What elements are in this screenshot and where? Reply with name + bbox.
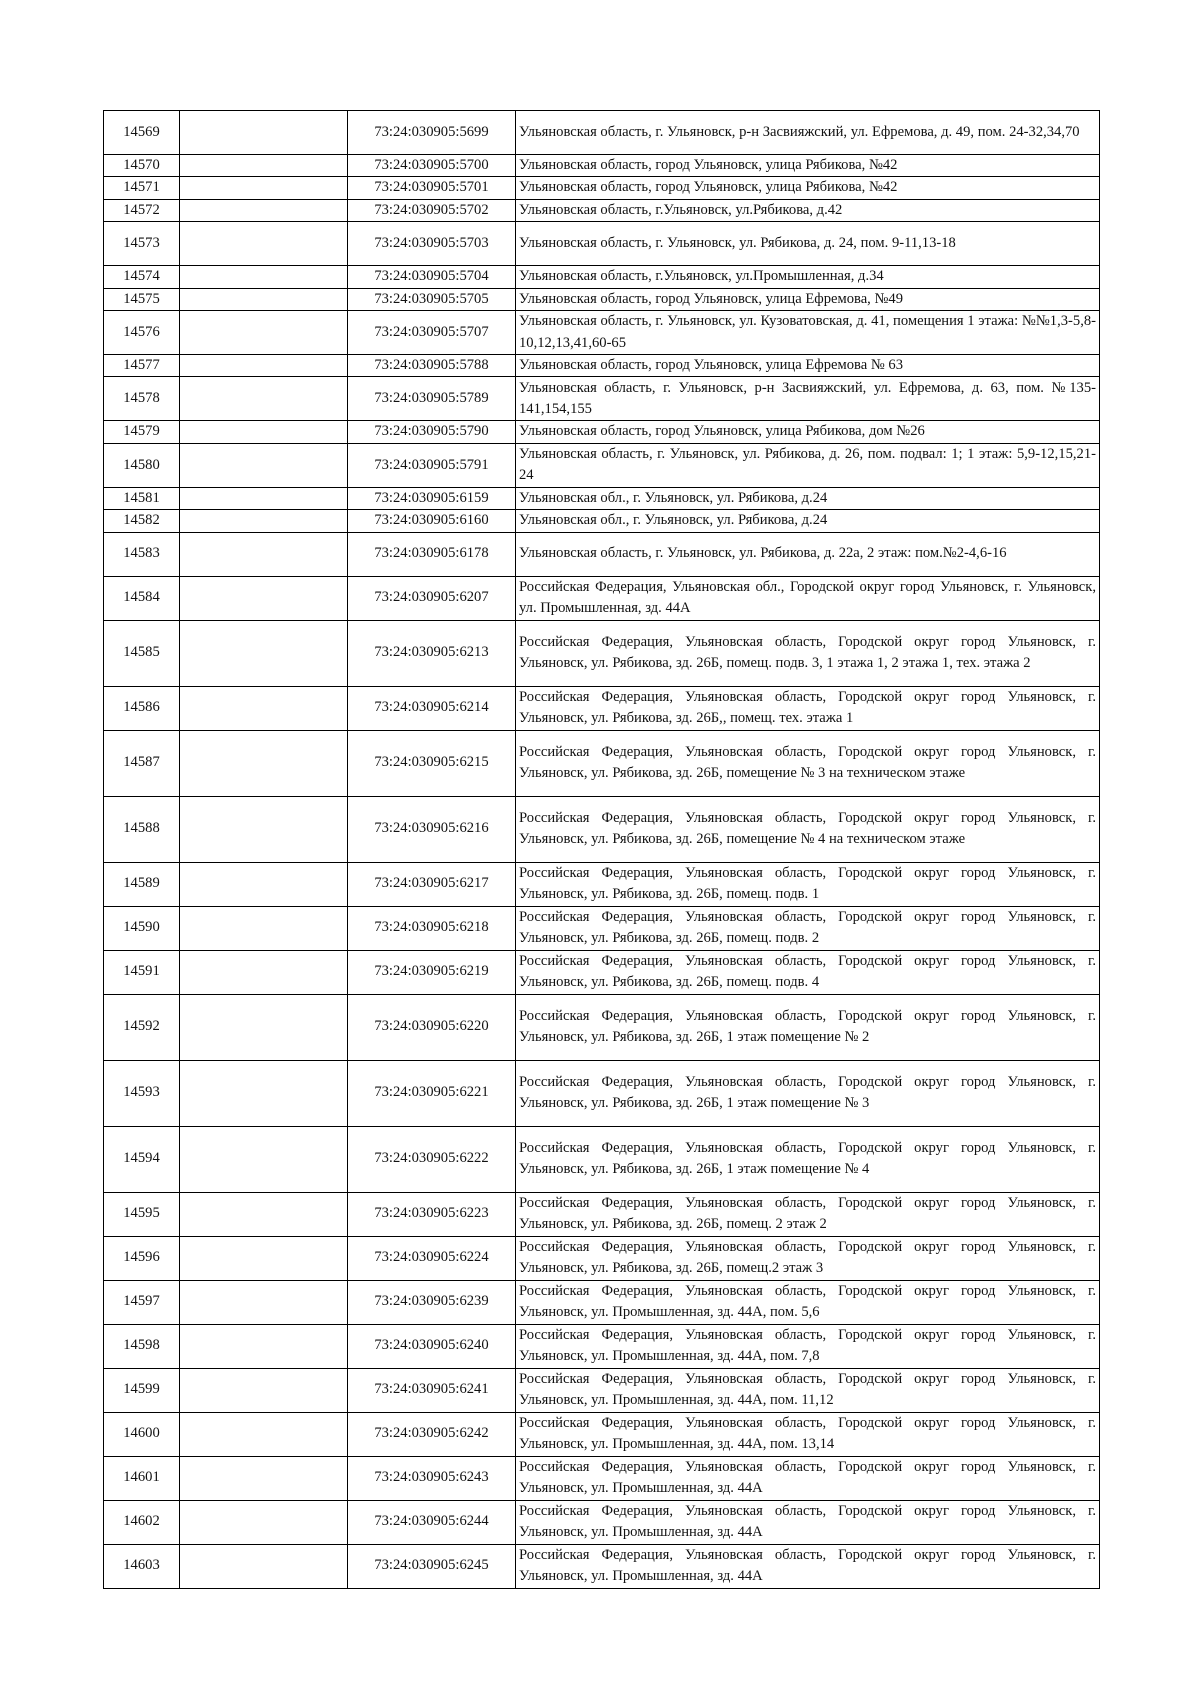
table-row [104, 1456, 1100, 1500]
cadastral-number-cell: 73:24:030905:5699 [348, 111, 516, 155]
record-number-cell: 14583 [104, 532, 180, 576]
address-cell: Российская Федерация, Ульяновская область, Городской округ город Ульяновск, г. Ульяновск, ул. Рябикова, зд. 26Б, помещение № 3 на техническом этаже [516, 730, 1100, 796]
record-number-cell: 14589 [104, 862, 180, 906]
owner-cell [180, 443, 348, 487]
table-row [104, 950, 1100, 994]
cadastral-number-cell: 73:24:030905:5707 [348, 311, 516, 355]
cadastral-number-cell: 73:24:030905:6244 [348, 1500, 516, 1544]
address-cell: Российская Федерация, Ульяновская область, Городской округ город Ульяновск, г. Ульяновск, ул. Рябикова, зд. 26Б, помещ. 2 этаж 2 [516, 1192, 1100, 1236]
owner-cell [180, 1060, 348, 1126]
address-cell: Российская Федерация, Ульяновская область, Городской округ город Ульяновск, г. Ульяновск, ул. Промышленная, зд. 44А, пом. 13,14 [516, 1412, 1100, 1456]
cadastral-number-cell: 73:24:030905:5789 [348, 377, 516, 421]
cadastral-number-cell: 73:24:030905:6224 [348, 1236, 516, 1280]
owner-cell [180, 730, 348, 796]
record-number-cell: 14597 [104, 1280, 180, 1324]
table-row [104, 311, 1100, 355]
cadastral-number-cell: 73:24:030905:5790 [348, 421, 516, 443]
address-cell: Ульяновская область, город Ульяновск, улица Ефремова, №49 [516, 288, 1100, 310]
cadastral-number-cell: 73:24:030905:6207 [348, 576, 516, 620]
owner-cell [180, 1324, 348, 1368]
owner-cell [180, 288, 348, 310]
record-number-cell: 14598 [104, 1324, 180, 1368]
record-number-cell: 14588 [104, 796, 180, 862]
owner-cell [180, 1236, 348, 1280]
record-number-cell: 14585 [104, 620, 180, 686]
cadastral-number-cell: 73:24:030905:5704 [348, 266, 516, 288]
table-row [104, 862, 1100, 906]
record-number-cell: 14569 [104, 111, 180, 155]
table-row [104, 532, 1100, 576]
table-row [104, 1060, 1100, 1126]
table-row [104, 796, 1100, 862]
owner-cell [180, 862, 348, 906]
owner-cell [180, 311, 348, 355]
record-number-cell: 14572 [104, 199, 180, 221]
cadastral-number-cell: 73:24:030905:6218 [348, 906, 516, 950]
address-cell: Ульяновская область, г. Ульяновск, ул. Рябикова, д. 24, пом. 9-11,13-18 [516, 222, 1100, 266]
table-row [104, 443, 1100, 487]
table-row [104, 994, 1100, 1060]
record-number-cell: 14574 [104, 266, 180, 288]
address-cell: Российская Федерация, Ульяновская область, Городской округ город Ульяновск, г. Ульяновск, ул. Промышленная, зд. 44А, пом. 11,12 [516, 1368, 1100, 1412]
address-cell: Российская Федерация, Ульяновская область, Городской округ город Ульяновск, г. Ульяновск, ул. Промышленная, зд. 44А, пом. 5,6 [516, 1280, 1100, 1324]
record-number-cell: 14586 [104, 686, 180, 730]
table-row [104, 1544, 1100, 1588]
address-cell: Российская Федерация, Ульяновская область, Городской округ город Ульяновск, г. Ульяновск, ул. Рябикова, зд. 26Б, 1 этаж помещение № 4 [516, 1126, 1100, 1192]
table-row [104, 266, 1100, 288]
table-row [104, 730, 1100, 796]
owner-cell [180, 532, 348, 576]
table-row [104, 1236, 1100, 1280]
cadastral-number-cell: 73:24:030905:6221 [348, 1060, 516, 1126]
cadastral-number-cell: 73:24:030905:6213 [348, 620, 516, 686]
address-cell: Российская Федерация, Ульяновская область, Городской округ город Ульяновск, г. Ульяновск, ул. Рябикова, зд. 26Б, помещ. подв. 2 [516, 906, 1100, 950]
record-number-cell: 14578 [104, 377, 180, 421]
address-cell: Российская Федерация, Ульяновская область, Городской округ город Ульяновск, г. Ульяновск, ул. Рябикова, зд. 26Б, помещ.2 этаж 3 [516, 1236, 1100, 1280]
address-cell: Ульяновская область, город Ульяновск, улица Рябикова, №42 [516, 155, 1100, 177]
table-row [104, 487, 1100, 509]
address-cell: Российская Федерация, Ульяновская обл., Городской округ город Ульяновск, г. Ульяновск, ул. Промышленная, зд. 44А [516, 576, 1100, 620]
record-number-cell: 14595 [104, 1192, 180, 1236]
address-cell: Ульяновская область, город Ульяновск, улица Ефремова № 63 [516, 355, 1100, 377]
record-number-cell: 14577 [104, 355, 180, 377]
address-cell: Ульяновская область, г.Ульяновск, ул.Промышленная, д.34 [516, 266, 1100, 288]
owner-cell [180, 1368, 348, 1412]
owner-cell [180, 1280, 348, 1324]
owner-cell [180, 155, 348, 177]
record-number-cell: 14591 [104, 950, 180, 994]
cadastral-number-cell: 73:24:030905:6160 [348, 510, 516, 532]
table-row [104, 222, 1100, 266]
table-row [104, 1280, 1100, 1324]
address-cell: Российская Федерация, Ульяновская область, Городской округ город Ульяновск, г. Ульяновск, ул. Рябикова, зд. 26Б, помещ. подв. 3, 1 этажа 1, 2 этажа 1, тех. этажа 2 [516, 620, 1100, 686]
cadastral-number-cell: 73:24:030905:6239 [348, 1280, 516, 1324]
cadastral-number-cell: 73:24:030905:5791 [348, 443, 516, 487]
address-cell: Ульяновская область, г. Ульяновск, р-н Засвияжский, ул. Ефремова, д. 63, пом. №135-141,154,155 [516, 377, 1100, 421]
address-cell: Российская Федерация, Ульяновская область, Городской округ город Ульяновск, г. Ульяновск, ул. Промышленная, зд. 44А [516, 1544, 1100, 1588]
register-table-body [104, 111, 1100, 1589]
record-number-cell: 14571 [104, 177, 180, 199]
cadastral-number-cell: 73:24:030905:5702 [348, 199, 516, 221]
address-cell: Ульяновская область, г. Ульяновск, р-н Засвияжский, ул. Ефремова, д. 49, пом. 24-32,34,70 [516, 111, 1100, 155]
address-cell: Российская Федерация, Ульяновская область, Городской округ город Ульяновск, г. Ульяновск, ул. Рябикова, зд. 26Б, помещ. подв. 1 [516, 862, 1100, 906]
owner-cell [180, 906, 348, 950]
table-row [104, 1192, 1100, 1236]
record-number-cell: 14599 [104, 1368, 180, 1412]
table-row [104, 1500, 1100, 1544]
owner-cell [180, 177, 348, 199]
record-number-cell: 14584 [104, 576, 180, 620]
owner-cell [180, 796, 348, 862]
cadastral-number-cell: 73:24:030905:6245 [348, 1544, 516, 1588]
property-register-table [103, 110, 1100, 1589]
record-number-cell: 14587 [104, 730, 180, 796]
owner-cell [180, 1500, 348, 1544]
table-row [104, 199, 1100, 221]
cadastral-number-cell: 73:24:030905:6241 [348, 1368, 516, 1412]
record-number-cell: 14576 [104, 311, 180, 355]
owner-cell [180, 994, 348, 1060]
table-row [104, 686, 1100, 730]
table-row [104, 576, 1100, 620]
record-number-cell: 14579 [104, 421, 180, 443]
record-number-cell: 14581 [104, 487, 180, 509]
owner-cell [180, 576, 348, 620]
table-row [104, 288, 1100, 310]
address-cell: Ульяновская область, г. Ульяновск, ул. Рябикова, д. 22а, 2 этаж: пом.№2-4,6-16 [516, 532, 1100, 576]
owner-cell [180, 1412, 348, 1456]
address-cell: Российская Федерация, Ульяновская область, Городской округ город Ульяновск, г. Ульяновск, ул. Рябикова, зд. 26Б, помещение № 4 на техническом этаже [516, 796, 1100, 862]
address-cell: Ульяновская обл., г. Ульяновск, ул. Рябикова, д.24 [516, 510, 1100, 532]
address-cell: Российская Федерация, Ульяновская область, Городской округ город Ульяновск, г. Ульяновск, ул. Промышленная, зд. 44А, пом. 7,8 [516, 1324, 1100, 1368]
cadastral-number-cell: 73:24:030905:6219 [348, 950, 516, 994]
table-row [104, 510, 1100, 532]
cadastral-number-cell: 73:24:030905:5700 [348, 155, 516, 177]
owner-cell [180, 421, 348, 443]
cadastral-number-cell: 73:24:030905:6223 [348, 1192, 516, 1236]
address-cell: Российская Федерация, Ульяновская область, Городской округ город Ульяновск, г. Ульяновск, ул. Рябикова, зд. 26Б, помещ. подв. 4 [516, 950, 1100, 994]
cadastral-number-cell: 73:24:030905:6243 [348, 1456, 516, 1500]
table-row [104, 1412, 1100, 1456]
record-number-cell: 14601 [104, 1456, 180, 1500]
address-cell: Российская Федерация, Ульяновская область, Городской округ город Ульяновск, г. Ульяновск, ул. Промышленная, зд. 44А [516, 1500, 1100, 1544]
owner-cell [180, 377, 348, 421]
address-cell: Российская Федерация, Ульяновская область, Городской округ город Ульяновск, г. Ульяновск, ул. Рябикова, зд. 26Б,, помещ. тех. этажа 1 [516, 686, 1100, 730]
owner-cell [180, 1126, 348, 1192]
owner-cell [180, 1192, 348, 1236]
owner-cell [180, 355, 348, 377]
owner-cell [180, 950, 348, 994]
address-cell: Ульяновская обл., г. Ульяновск, ул. Рябикова, д.24 [516, 487, 1100, 509]
address-cell: Ульяновская область, г. Ульяновск, ул. Рябикова, д. 26, пом. подвал: 1; 1 этаж: 5,9-12,15,21-24 [516, 443, 1100, 487]
table-row [104, 1126, 1100, 1192]
record-number-cell: 14600 [104, 1412, 180, 1456]
owner-cell [180, 487, 348, 509]
table-row [104, 377, 1100, 421]
cadastral-number-cell: 73:24:030905:6242 [348, 1412, 516, 1456]
record-number-cell: 14580 [104, 443, 180, 487]
record-number-cell: 14575 [104, 288, 180, 310]
cadastral-number-cell: 73:24:030905:6178 [348, 532, 516, 576]
address-cell: Ульяновская область, город Ульяновск, улица Рябикова, №42 [516, 177, 1100, 199]
record-number-cell: 14573 [104, 222, 180, 266]
table-row [104, 111, 1100, 155]
record-number-cell: 14603 [104, 1544, 180, 1588]
cadastral-number-cell: 73:24:030905:5701 [348, 177, 516, 199]
cadastral-number-cell: 73:24:030905:6216 [348, 796, 516, 862]
record-number-cell: 14590 [104, 906, 180, 950]
record-number-cell: 14582 [104, 510, 180, 532]
cadastral-number-cell: 73:24:030905:6214 [348, 686, 516, 730]
record-number-cell: 14594 [104, 1126, 180, 1192]
address-cell: Российская Федерация, Ульяновская область, Городской округ город Ульяновск, г. Ульяновск, ул. Рябикова, зд. 26Б, 1 этаж помещение № 3 [516, 1060, 1100, 1126]
table-row [104, 620, 1100, 686]
address-cell: Ульяновская область, город Ульяновск, улица Рябикова, дом №26 [516, 421, 1100, 443]
cadastral-number-cell: 73:24:030905:6217 [348, 862, 516, 906]
owner-cell [180, 222, 348, 266]
cadastral-number-cell: 73:24:030905:5703 [348, 222, 516, 266]
table-row [104, 1324, 1100, 1368]
address-cell: Ульяновская область, г. Ульяновск, ул. Кузоватовская, д. 41, помещения 1 этажа: №№1,3-5,8-10,12,13,41,60-65 [516, 311, 1100, 355]
table-row [104, 155, 1100, 177]
cadastral-number-cell: 73:24:030905:6222 [348, 1126, 516, 1192]
cadastral-number-cell: 73:24:030905:6159 [348, 487, 516, 509]
record-number-cell: 14570 [104, 155, 180, 177]
owner-cell [180, 620, 348, 686]
owner-cell [180, 111, 348, 155]
owner-cell [180, 1456, 348, 1500]
table-row [104, 1368, 1100, 1412]
cadastral-number-cell: 73:24:030905:5705 [348, 288, 516, 310]
cadastral-number-cell: 73:24:030905:5788 [348, 355, 516, 377]
cadastral-number-cell: 73:24:030905:6240 [348, 1324, 516, 1368]
address-cell: Российская Федерация, Ульяновская область, Городской округ город Ульяновск, г. Ульяновск, ул. Промышленная, зд. 44А [516, 1456, 1100, 1500]
table-row [104, 177, 1100, 199]
cadastral-number-cell: 73:24:030905:6220 [348, 994, 516, 1060]
record-number-cell: 14592 [104, 994, 180, 1060]
table-row [104, 355, 1100, 377]
cadastral-number-cell: 73:24:030905:6215 [348, 730, 516, 796]
table-row [104, 906, 1100, 950]
owner-cell [180, 686, 348, 730]
record-number-cell: 14596 [104, 1236, 180, 1280]
owner-cell [180, 199, 348, 221]
table-row [104, 421, 1100, 443]
record-number-cell: 14593 [104, 1060, 180, 1126]
owner-cell [180, 266, 348, 288]
address-cell: Ульяновская область, г.Ульяновск, ул.Рябикова, д.42 [516, 199, 1100, 221]
owner-cell [180, 1544, 348, 1588]
address-cell: Российская Федерация, Ульяновская область, Городской округ город Ульяновск, г. Ульяновск, ул. Рябикова, зд. 26Б, 1 этаж помещение № 2 [516, 994, 1100, 1060]
record-number-cell: 14602 [104, 1500, 180, 1544]
owner-cell [180, 510, 348, 532]
